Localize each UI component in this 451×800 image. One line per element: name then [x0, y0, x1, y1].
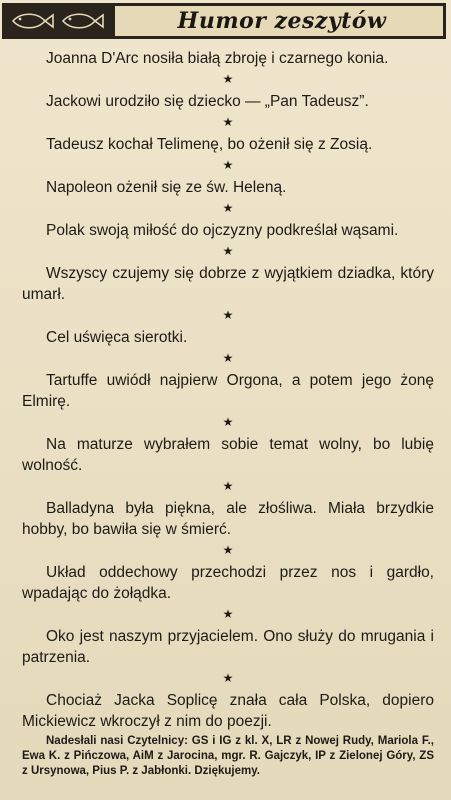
- joke-item: Tadeusz kochał Telimenę, bo ożenił się z Zosią.: [46, 136, 373, 153]
- star-separator: ★: [222, 72, 234, 86]
- star-separator: ★: [222, 671, 234, 685]
- joke-item: Balladyna była piękna, ale złośliwa. Miała brzydkie hobby, bo bawiła się w śmierć.: [22, 500, 434, 538]
- joke-item: Tartuffe uwiódł najpierw Orgona, a potem jego żonę Elmirę.: [22, 372, 434, 410]
- joke-item: Na maturze wybrałem sobie temat wolny, bo lubię wolność.: [22, 436, 434, 474]
- joke-item: Układ oddechowy przechodzi przez nos i gardło, wpadając do żołądka.: [22, 564, 434, 602]
- star-separator: ★: [222, 543, 234, 557]
- joke-item: Wszyscy czujemy się dobrze z wyjątkiem dziadka, który umarł.: [22, 265, 434, 303]
- joke-item: Joanna D'Arc nosiła białą zbroję i czarnego konia.: [46, 50, 389, 67]
- star-separator: ★: [222, 308, 234, 322]
- joke-item: Chociaż Jacka Soplicę znała cała Polska, dopiero Mickiewicz wkroczył z nim do poezji.: [22, 692, 434, 730]
- joke-item: Jackowi urodziło się dziecko — „Pan Tadeusz”.: [46, 93, 369, 110]
- star-separator: ★: [222, 244, 234, 258]
- star-separator: ★: [222, 351, 234, 365]
- jokes-list: [22, 48, 434, 732]
- column-header: [2, 3, 446, 39]
- joke-item: Polak swoją miłość do ojczyzny podkreślał wąsami.: [46, 222, 399, 239]
- star-separator: ★: [222, 479, 234, 493]
- column-title: Humor zeszytów: [177, 8, 387, 34]
- reader-credits: Nadesłali nasi Czytelnicy: GS i IG z kl. X, LR z Nowej Rudy, Mariola F., Ewa K. z Pińczowa, AiM z Jarocina, mgr. R. Gajczyk, IP z Zielonej Góry, ZS z Ursynowa, Pius P. z Jabłonki. Dziękujemy.: [22, 735, 434, 777]
- star-separator: ★: [222, 115, 234, 129]
- star-separator: ★: [222, 201, 234, 215]
- joke-item: Napoleon ożenił się ze św. Heleną.: [46, 179, 287, 196]
- joke-item: Cel uświęca sierotki.: [46, 329, 188, 346]
- star-separator: ★: [222, 158, 234, 172]
- joke-item: Oko jest naszym przyjacielem. Ono służy do mrugania i patrzenia.: [22, 628, 434, 666]
- star-separator: ★: [222, 607, 234, 621]
- star-separator: ★: [222, 415, 234, 429]
- fish-icon: [5, 6, 115, 36]
